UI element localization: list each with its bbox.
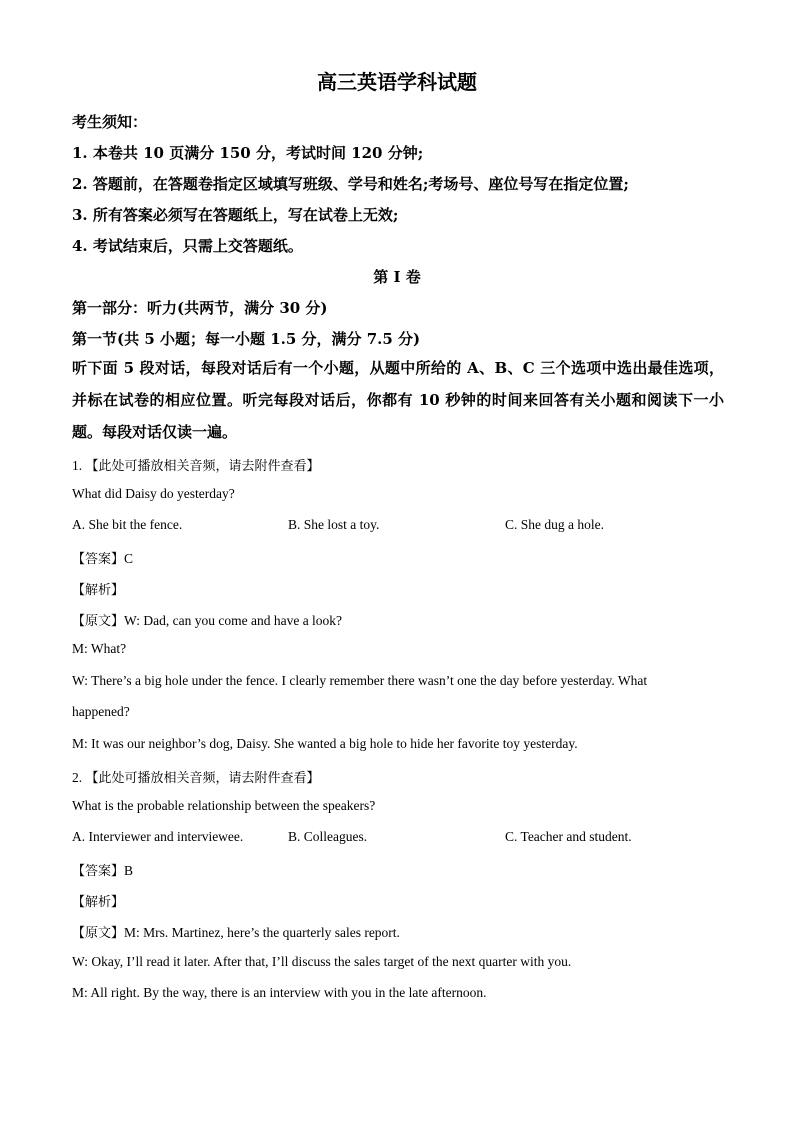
question-1-script-line-1 bbox=[72, 610, 342, 629]
question-1-option-c: C. She dug a hole. bbox=[505, 517, 604, 532]
question-2-option-c: C. Teacher and student. bbox=[505, 829, 632, 844]
audio-note: 【此处可播放相关音频，请去附件查看】 bbox=[85, 459, 320, 474]
notice-item-3: 3. 所有答案必须写在答题纸上，写在试卷上无效; bbox=[72, 206, 399, 224]
question-1-option-b: B. She lost a toy. bbox=[288, 517, 380, 532]
analysis-label: 【解析】 bbox=[72, 583, 125, 598]
question-2-analysis bbox=[72, 891, 124, 910]
question-2-script-line-1 bbox=[72, 922, 400, 941]
script-label: 【原文】 bbox=[72, 926, 125, 941]
audio-note: 【此处可播放相关音频，请去附件查看】 bbox=[85, 771, 320, 786]
question-1-script-line-3: W: There’s a big hole under the fence. I clearly remember there wasn’t one the day before yesterday. What bbox=[72, 673, 648, 688]
notice-item-2: 2. 答题前，在答题卷指定区域填写班级、学号和姓名;考场号、座位号写在指定位置; bbox=[72, 175, 629, 193]
question-2-option-a: A. Interviewer and interviewee. bbox=[72, 829, 244, 844]
question-2-script-line-2: W: Okay, I’ll read it later. After that, I’ll discuss the sales target of the next quarter with you. bbox=[72, 954, 572, 969]
answer-label: 【答案】 bbox=[72, 864, 125, 879]
answer-value: C bbox=[124, 551, 134, 566]
script-label: 【原文】 bbox=[72, 614, 125, 629]
question-1-script-line-2: M: What? bbox=[72, 641, 127, 656]
notice-heading: 考生须知： bbox=[72, 113, 148, 131]
instructions-paragraph: 听下面 5 段对话，每段对话后有一个小题，从题中所给的 A、B、C 三个选项中选出最佳选项，并标在试卷的相应位置。听完每段对话后，你都有 10 秒钟的时间来回答有关小题和阅读下一小题。每段对话仅读一遍。 bbox=[72, 359, 724, 441]
notice-item-1: 1. 本卷共 10 页满分 150 分，考试时间 120 分钟; bbox=[72, 144, 424, 162]
question-1-script-line-5: M: It was our neighbor’s dog, Daisy. She wanted a big hole to hide her favorite toy yesterday. bbox=[72, 736, 578, 751]
question-1-text: What did Daisy do yesterday? bbox=[72, 486, 235, 501]
part-heading: 第一部分：听力(共两节，满分 30 分) bbox=[72, 299, 328, 317]
question-1-analysis bbox=[72, 579, 124, 598]
question-1-header bbox=[72, 455, 320, 474]
answer-value: B bbox=[124, 863, 134, 878]
question-number: 1. bbox=[72, 458, 83, 473]
question-number: 2. bbox=[72, 770, 83, 785]
question-2-header bbox=[72, 767, 320, 786]
question-2-script-line-3: M: All right. By the way, there is an interview with you in the late afternoon. bbox=[72, 985, 487, 1000]
question-2-answer bbox=[72, 860, 133, 879]
analysis-label: 【解析】 bbox=[72, 895, 125, 910]
question-1-script-line-4: happened? bbox=[72, 704, 130, 719]
question-1-answer bbox=[72, 548, 133, 567]
question-2-text: What is the probable relationship between the speakers? bbox=[72, 798, 376, 813]
notice-item-4: 4. 考试结束后，只需上交答题纸。 bbox=[72, 237, 303, 255]
answer-label: 【答案】 bbox=[72, 552, 125, 567]
volume-heading: 第 I 卷 bbox=[373, 268, 421, 286]
script-line: W: Dad, can you come and have a look? bbox=[124, 613, 343, 628]
page-title: 高三英语学科试题 bbox=[317, 70, 477, 94]
section-heading: 第一节(共 5 小题；每一小题 1.5 分，满分 7.5 分) bbox=[72, 330, 421, 348]
question-1-option-a: A. She bit the fence. bbox=[72, 517, 183, 532]
script-line: M: Mrs. Martinez, here’s the quarterly sales report. bbox=[124, 925, 400, 940]
question-2-option-b: B. Colleagues. bbox=[288, 829, 368, 844]
